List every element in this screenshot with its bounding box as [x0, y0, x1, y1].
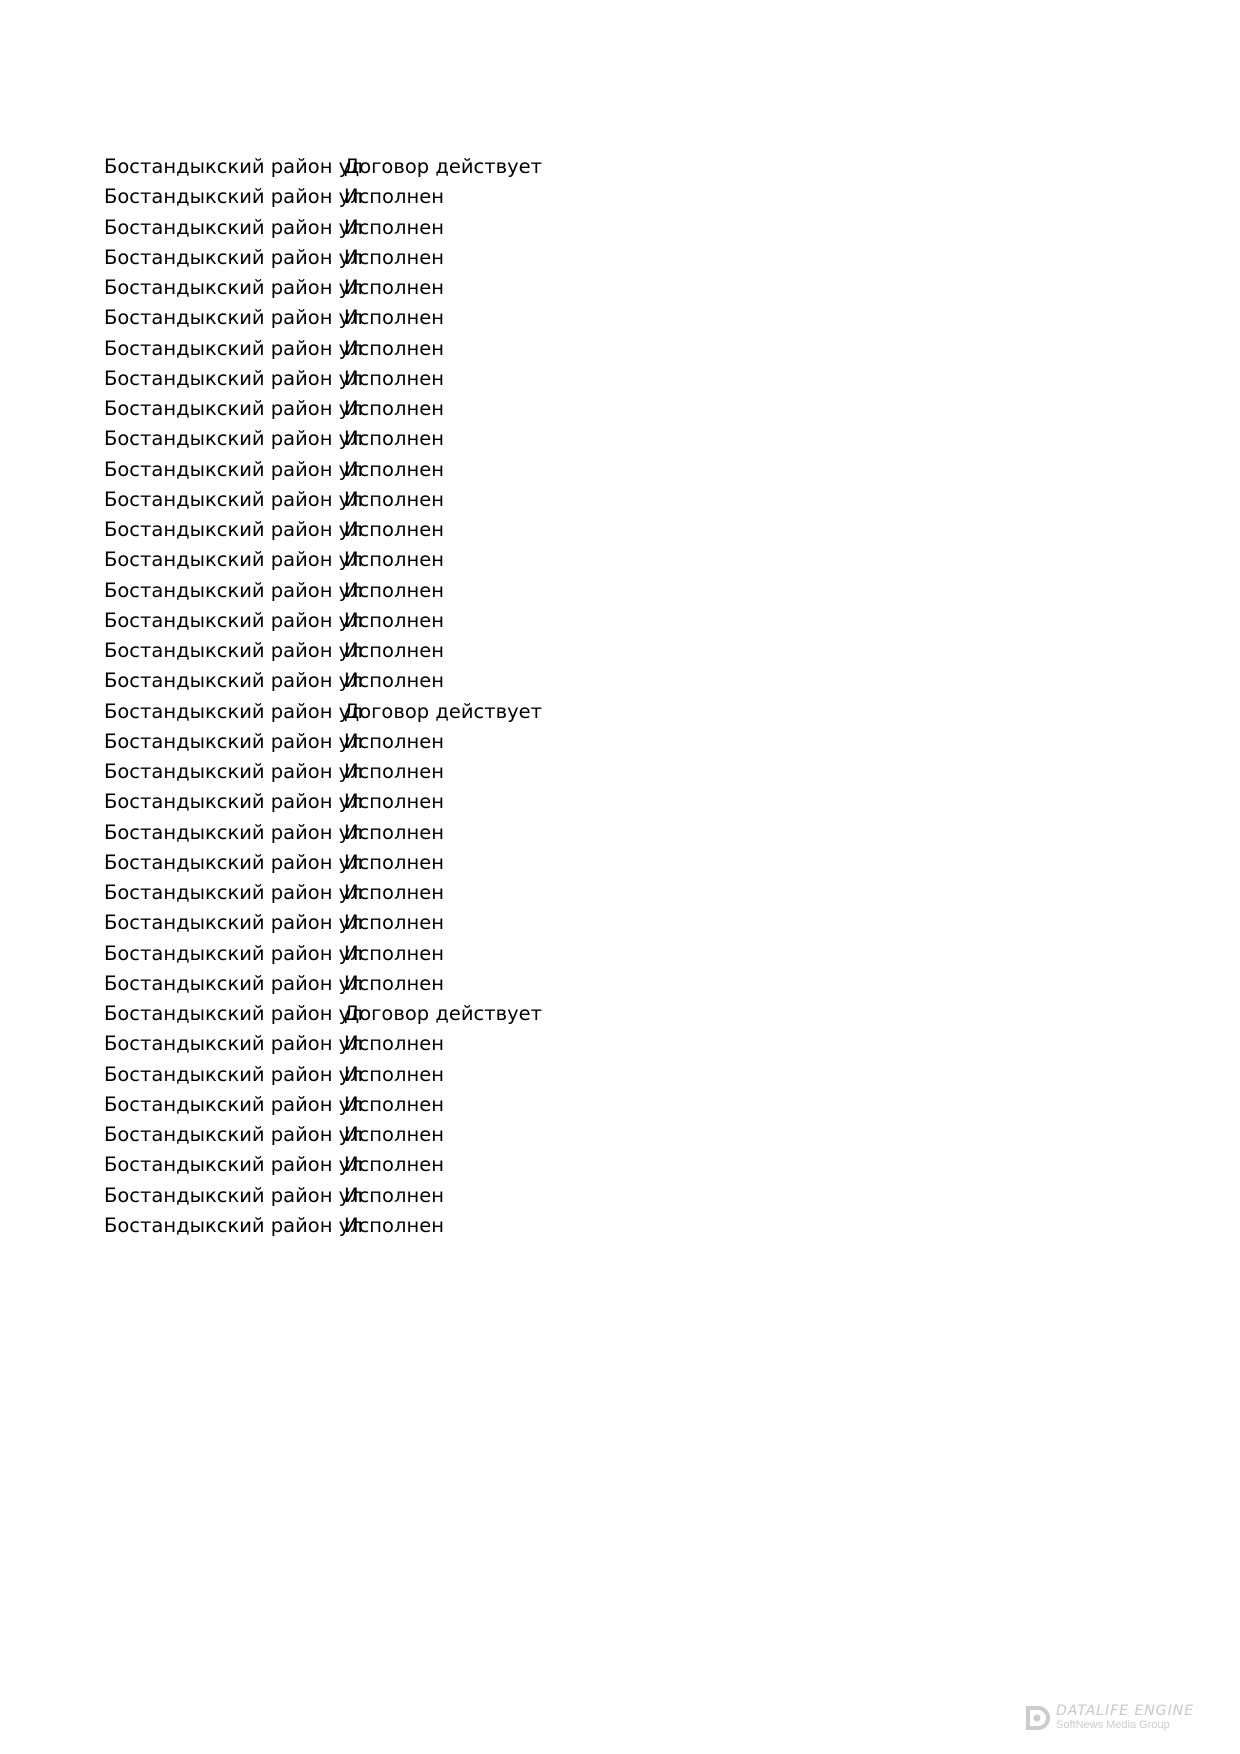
- table-row: [104, 243, 542, 273]
- status-cell: Договор действует: [344, 1002, 542, 1025]
- watermark-subtitle: SoftNews Media Group: [1056, 1719, 1170, 1731]
- table-row: [104, 334, 542, 364]
- address-cell: [104, 908, 363, 938]
- contract-list: [104, 152, 542, 1241]
- address-cell: [104, 818, 363, 848]
- address-cell: [104, 394, 363, 424]
- address-text: Бостандыкский район ул: [104, 457, 363, 481]
- status-cell: Исполнен: [344, 245, 444, 269]
- address-cell: [104, 999, 363, 1029]
- status-cell: Исполнен: [344, 1183, 444, 1207]
- status-cell: Исполнен: [344, 760, 444, 783]
- status-cell: Исполнен: [344, 366, 444, 390]
- table-row: [104, 515, 542, 545]
- address-cell: [104, 1181, 363, 1211]
- address-cell: [104, 243, 363, 273]
- table-row: [104, 576, 542, 606]
- address-cell: [104, 939, 363, 969]
- address-cell: [104, 757, 363, 787]
- table-row: [104, 818, 542, 848]
- table-row: [104, 969, 542, 999]
- address-cell: [104, 697, 363, 727]
- address-text: Бостандыкский район ул: [104, 911, 363, 935]
- status-cell: Исполнен: [344, 850, 444, 874]
- table-row: [104, 213, 542, 243]
- table-row: [104, 848, 542, 878]
- table-row: [104, 1211, 542, 1241]
- address-text: Бостандыкский район ул: [104, 336, 363, 360]
- table-row: [104, 273, 542, 303]
- status-cell: Исполнен: [344, 185, 444, 209]
- status-cell: Исполнен: [344, 881, 444, 904]
- address-text: Бостандыкский район ул: [104, 548, 363, 572]
- address-cell: [104, 969, 363, 999]
- address-cell: [104, 152, 363, 182]
- address-cell: [104, 1060, 363, 1090]
- table-row: [104, 424, 542, 454]
- address-text: Бостандыкский район ул: [104, 639, 363, 662]
- table-row: [104, 1090, 542, 1120]
- status-cell: Исполнен: [344, 397, 444, 420]
- table-row: [104, 697, 542, 727]
- address-cell: [104, 1029, 363, 1059]
- address-text: Бостандыкский район ул: [104, 1153, 363, 1177]
- table-row: [104, 878, 542, 908]
- address-text: Бостандыкский район ул: [104, 155, 363, 178]
- table-row: [104, 485, 542, 515]
- address-text: Бостандыкский район ул: [104, 487, 363, 511]
- status-cell: Исполнен: [344, 1092, 444, 1116]
- address-text: Бостандыкский район ул: [104, 578, 363, 602]
- address-text: Бостандыкский район ул: [104, 669, 363, 693]
- address-cell: [104, 576, 363, 606]
- address-cell: [104, 334, 363, 364]
- watermark-title: DATALIFE ENGINE: [1056, 1703, 1195, 1719]
- watermark-text: [1056, 1704, 1194, 1731]
- table-row: [104, 1150, 542, 1180]
- address-cell: [104, 364, 363, 394]
- address-text: Бостандыкский район ул: [104, 971, 363, 995]
- address-cell: [104, 1211, 363, 1241]
- address-text: Бостандыкский район ул: [104, 397, 363, 420]
- address-cell: [104, 273, 363, 303]
- table-row: [104, 152, 542, 182]
- status-cell: Исполнен: [344, 518, 444, 541]
- address-text: Бостандыкский район ул: [104, 1183, 363, 1207]
- address-text: Бостандыкский район ул: [104, 729, 363, 753]
- status-cell: Исполнен: [344, 427, 444, 451]
- address-text: Бостандыкский район ул: [104, 427, 363, 451]
- status-cell: Исполнен: [344, 911, 444, 935]
- status-cell: Исполнен: [344, 1153, 444, 1177]
- address-text: Бостандыкский район ул: [104, 366, 363, 390]
- status-cell: Исполнен: [344, 971, 444, 995]
- address-cell: [104, 424, 363, 454]
- address-cell: [104, 606, 363, 636]
- address-text: Бостандыкский район ул: [104, 215, 363, 239]
- status-cell: Исполнен: [344, 1123, 444, 1146]
- datalife-engine-logo-icon: [1024, 1705, 1050, 1731]
- address-text: Бостандыкский район ул: [104, 245, 363, 269]
- address-cell: [104, 182, 363, 212]
- address-cell: [104, 787, 363, 817]
- table-row: [104, 1060, 542, 1090]
- table-row: [104, 455, 542, 485]
- table-row: [104, 182, 542, 212]
- status-cell: Исполнен: [344, 457, 444, 481]
- status-cell: Исполнен: [344, 276, 444, 299]
- address-cell: [104, 1120, 363, 1150]
- address-text: Бостандыкский район ул: [104, 1213, 363, 1237]
- address-text: Бостандыкский район ул: [104, 850, 363, 874]
- address-text: Бостандыкский район ул: [104, 1092, 363, 1116]
- table-row: [104, 787, 542, 817]
- watermark: [1024, 1704, 1194, 1731]
- table-row: [104, 908, 542, 938]
- table-row: [104, 545, 542, 575]
- table-row: [104, 999, 542, 1029]
- status-cell: Исполнен: [344, 608, 444, 632]
- address-text: Бостандыкский район ул: [104, 185, 363, 209]
- address-cell: [104, 1090, 363, 1120]
- status-cell: Договор действует: [344, 155, 542, 178]
- table-row: [104, 303, 542, 333]
- status-cell: Исполнен: [344, 820, 444, 844]
- address-text: Бостандыкский район ул: [104, 1123, 363, 1146]
- status-cell: Исполнен: [344, 1062, 444, 1086]
- status-cell: Исполнен: [344, 639, 444, 662]
- status-cell: Исполнен: [344, 729, 444, 753]
- address-text: Бостандыкский район ул: [104, 1062, 363, 1086]
- address-text: Бостандыкский район ул: [104, 306, 363, 330]
- status-cell: Исполнен: [344, 548, 444, 572]
- address-text: Бостандыкский район ул: [104, 518, 363, 541]
- address-text: Бостандыкский район ул: [104, 881, 363, 904]
- status-cell: Исполнен: [344, 306, 444, 330]
- address-text: Бостандыкский район ул: [104, 608, 363, 632]
- address-text: Бостандыкский район ул: [104, 941, 363, 965]
- address-text: Бостандыкский район ул: [104, 820, 363, 844]
- address-cell: [104, 848, 363, 878]
- address-cell: [104, 213, 363, 243]
- table-row: [104, 666, 542, 696]
- address-text: Бостандыкский район ул: [104, 1002, 363, 1025]
- status-cell: Исполнен: [344, 336, 444, 360]
- address-text: Бостандыкский район ул: [104, 790, 363, 814]
- status-cell: Исполнен: [344, 1213, 444, 1237]
- address-cell: [104, 636, 363, 666]
- table-row: [104, 636, 542, 666]
- status-cell: Исполнен: [344, 790, 444, 814]
- address-cell: [104, 727, 363, 757]
- table-row: [104, 727, 542, 757]
- address-text: Бостандыкский район ул: [104, 699, 363, 723]
- status-cell: Исполнен: [344, 487, 444, 511]
- table-row: [104, 939, 542, 969]
- status-cell: Договор действует: [344, 699, 542, 723]
- address-cell: [104, 878, 363, 908]
- status-cell: Исполнен: [344, 1032, 444, 1056]
- address-cell: [104, 515, 363, 545]
- address-cell: [104, 545, 363, 575]
- table-row: [104, 1029, 542, 1059]
- status-cell: Исполнен: [344, 215, 444, 239]
- status-cell: Исполнен: [344, 941, 444, 965]
- table-row: [104, 394, 542, 424]
- table-row: [104, 364, 542, 394]
- table-row: [104, 606, 542, 636]
- address-cell: [104, 455, 363, 485]
- status-cell: Исполнен: [344, 669, 444, 693]
- table-row: [104, 1181, 542, 1211]
- table-row: [104, 1120, 542, 1150]
- address-cell: [104, 485, 363, 515]
- address-text: Бостандыкский район ул: [104, 760, 363, 783]
- address-cell: [104, 666, 363, 696]
- address-cell: [104, 303, 363, 333]
- status-cell: Исполнен: [344, 578, 444, 602]
- address-cell: [104, 1150, 363, 1180]
- address-text: Бостандыкский район ул: [104, 1032, 363, 1056]
- table-row: [104, 757, 542, 787]
- address-text: Бостандыкский район ул: [104, 276, 363, 299]
